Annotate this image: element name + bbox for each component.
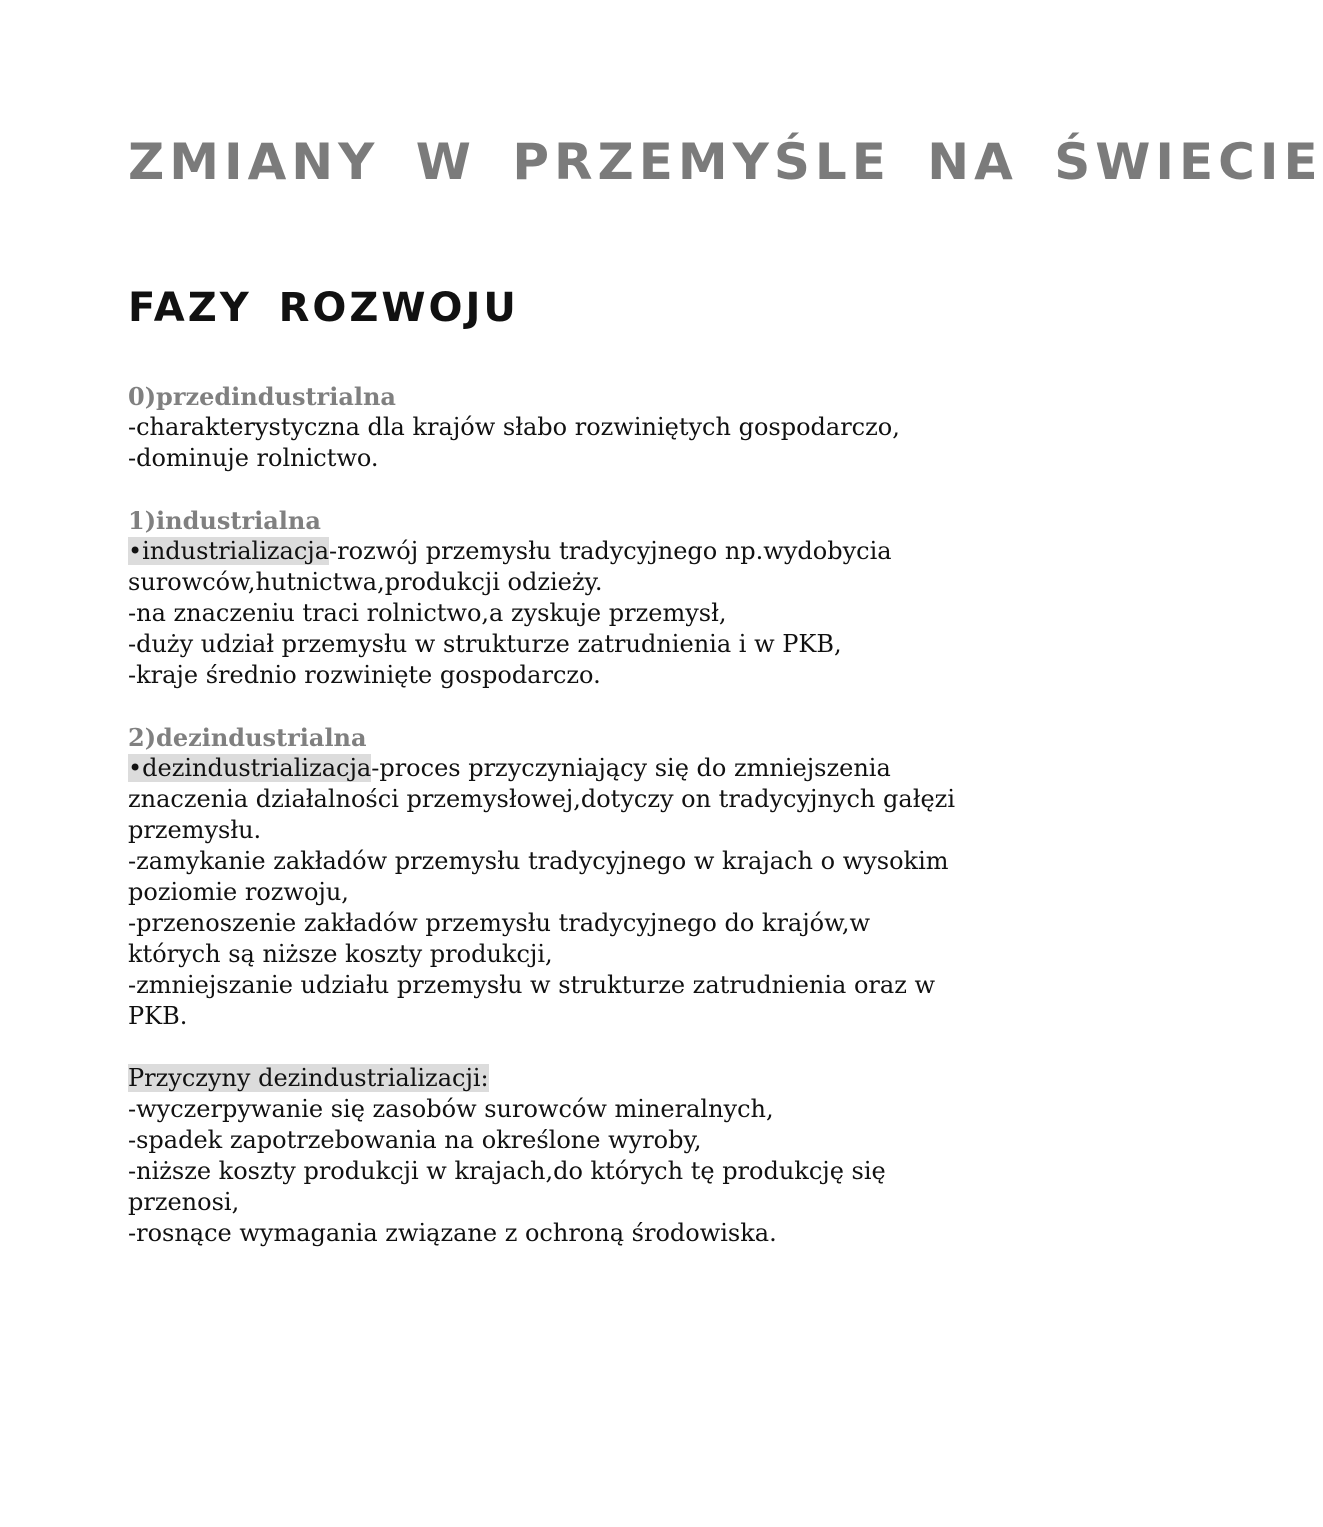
text-line: znaczenia działalności przemysłowej,dotyczy on tradycyjnych gałęzi [128, 785, 955, 813]
definition-text: -proces przyczyniający się do zmniejszenia [371, 754, 891, 782]
definition-line [128, 536, 968, 567]
text-line: -wyczerpywanie się zasobów surowców mineralnych, [128, 1095, 774, 1123]
phase-heading: 2)dezindustrialna [128, 723, 367, 752]
text-line: -duży udział przemysłu w strukturze zatrudnienia i w PKB, [128, 630, 842, 658]
page-title: ZMIANY W PRZEMYŚLE NA ŚWIECIE [128, 133, 1323, 191]
text-line: surowców,hutnictwa,produkcji odzieży. [128, 568, 603, 596]
text-line: przenosi, [128, 1188, 240, 1216]
causes-section [128, 1063, 968, 1249]
phase-heading: 0)przedindustrialna [128, 382, 396, 411]
text-line: przemysłu. [128, 816, 262, 844]
definition-line [128, 753, 968, 784]
text-line: -na znaczeniu traci rolnictwo,a zyskuje przemysł, [128, 599, 727, 627]
text-line: -przenoszenie zakładów przemysłu tradycyjnego do krajów,w [128, 909, 870, 937]
section-subtitle: FAZY ROZWOJU [128, 285, 519, 331]
text-line: poziomie rozwoju, [128, 878, 349, 906]
phase-heading: 1)industrialna [128, 506, 321, 535]
text-line: -dominuje rolnictwo. [128, 444, 379, 472]
causes-heading: Przyczyny dezindustrializacji: [128, 1064, 489, 1092]
text-line: których są niższe koszty produkcji, [128, 940, 553, 968]
text-line: -zamykanie zakładów przemysłu tradycyjnego w krajach o wysokim [128, 847, 949, 875]
definition-text: -rozwój przemysłu tradycyjnego np.wydobycia [329, 537, 892, 565]
text-line: -niższe koszty produkcji w krajach,do których tę produkcję się [128, 1157, 886, 1185]
text-line: -rosnące wymagania związane z ochroną środowiska. [128, 1219, 777, 1247]
text-line: -spadek zapotrzebowania na określone wyroby, [128, 1126, 702, 1154]
highlighted-term: •dezindustrializacja [128, 754, 372, 782]
text-line: PKB. [128, 1002, 188, 1030]
causes-heading-line [128, 1063, 968, 1094]
document-content [128, 381, 968, 1280]
text-line: -kraje średnio rozwinięte gospodarczo. [128, 661, 601, 689]
phase-deindustrial [128, 722, 968, 1032]
text-line: -charakterystyczna dla krajów słabo rozwiniętych gospodarczo, [128, 413, 900, 441]
text-line: -zmniejszanie udziału przemysłu w strukturze zatrudnienia oraz w [128, 971, 936, 999]
phase-industrial [128, 505, 968, 691]
highlighted-term: •industrializacja [128, 537, 330, 565]
phase-preindustrial [128, 381, 968, 474]
